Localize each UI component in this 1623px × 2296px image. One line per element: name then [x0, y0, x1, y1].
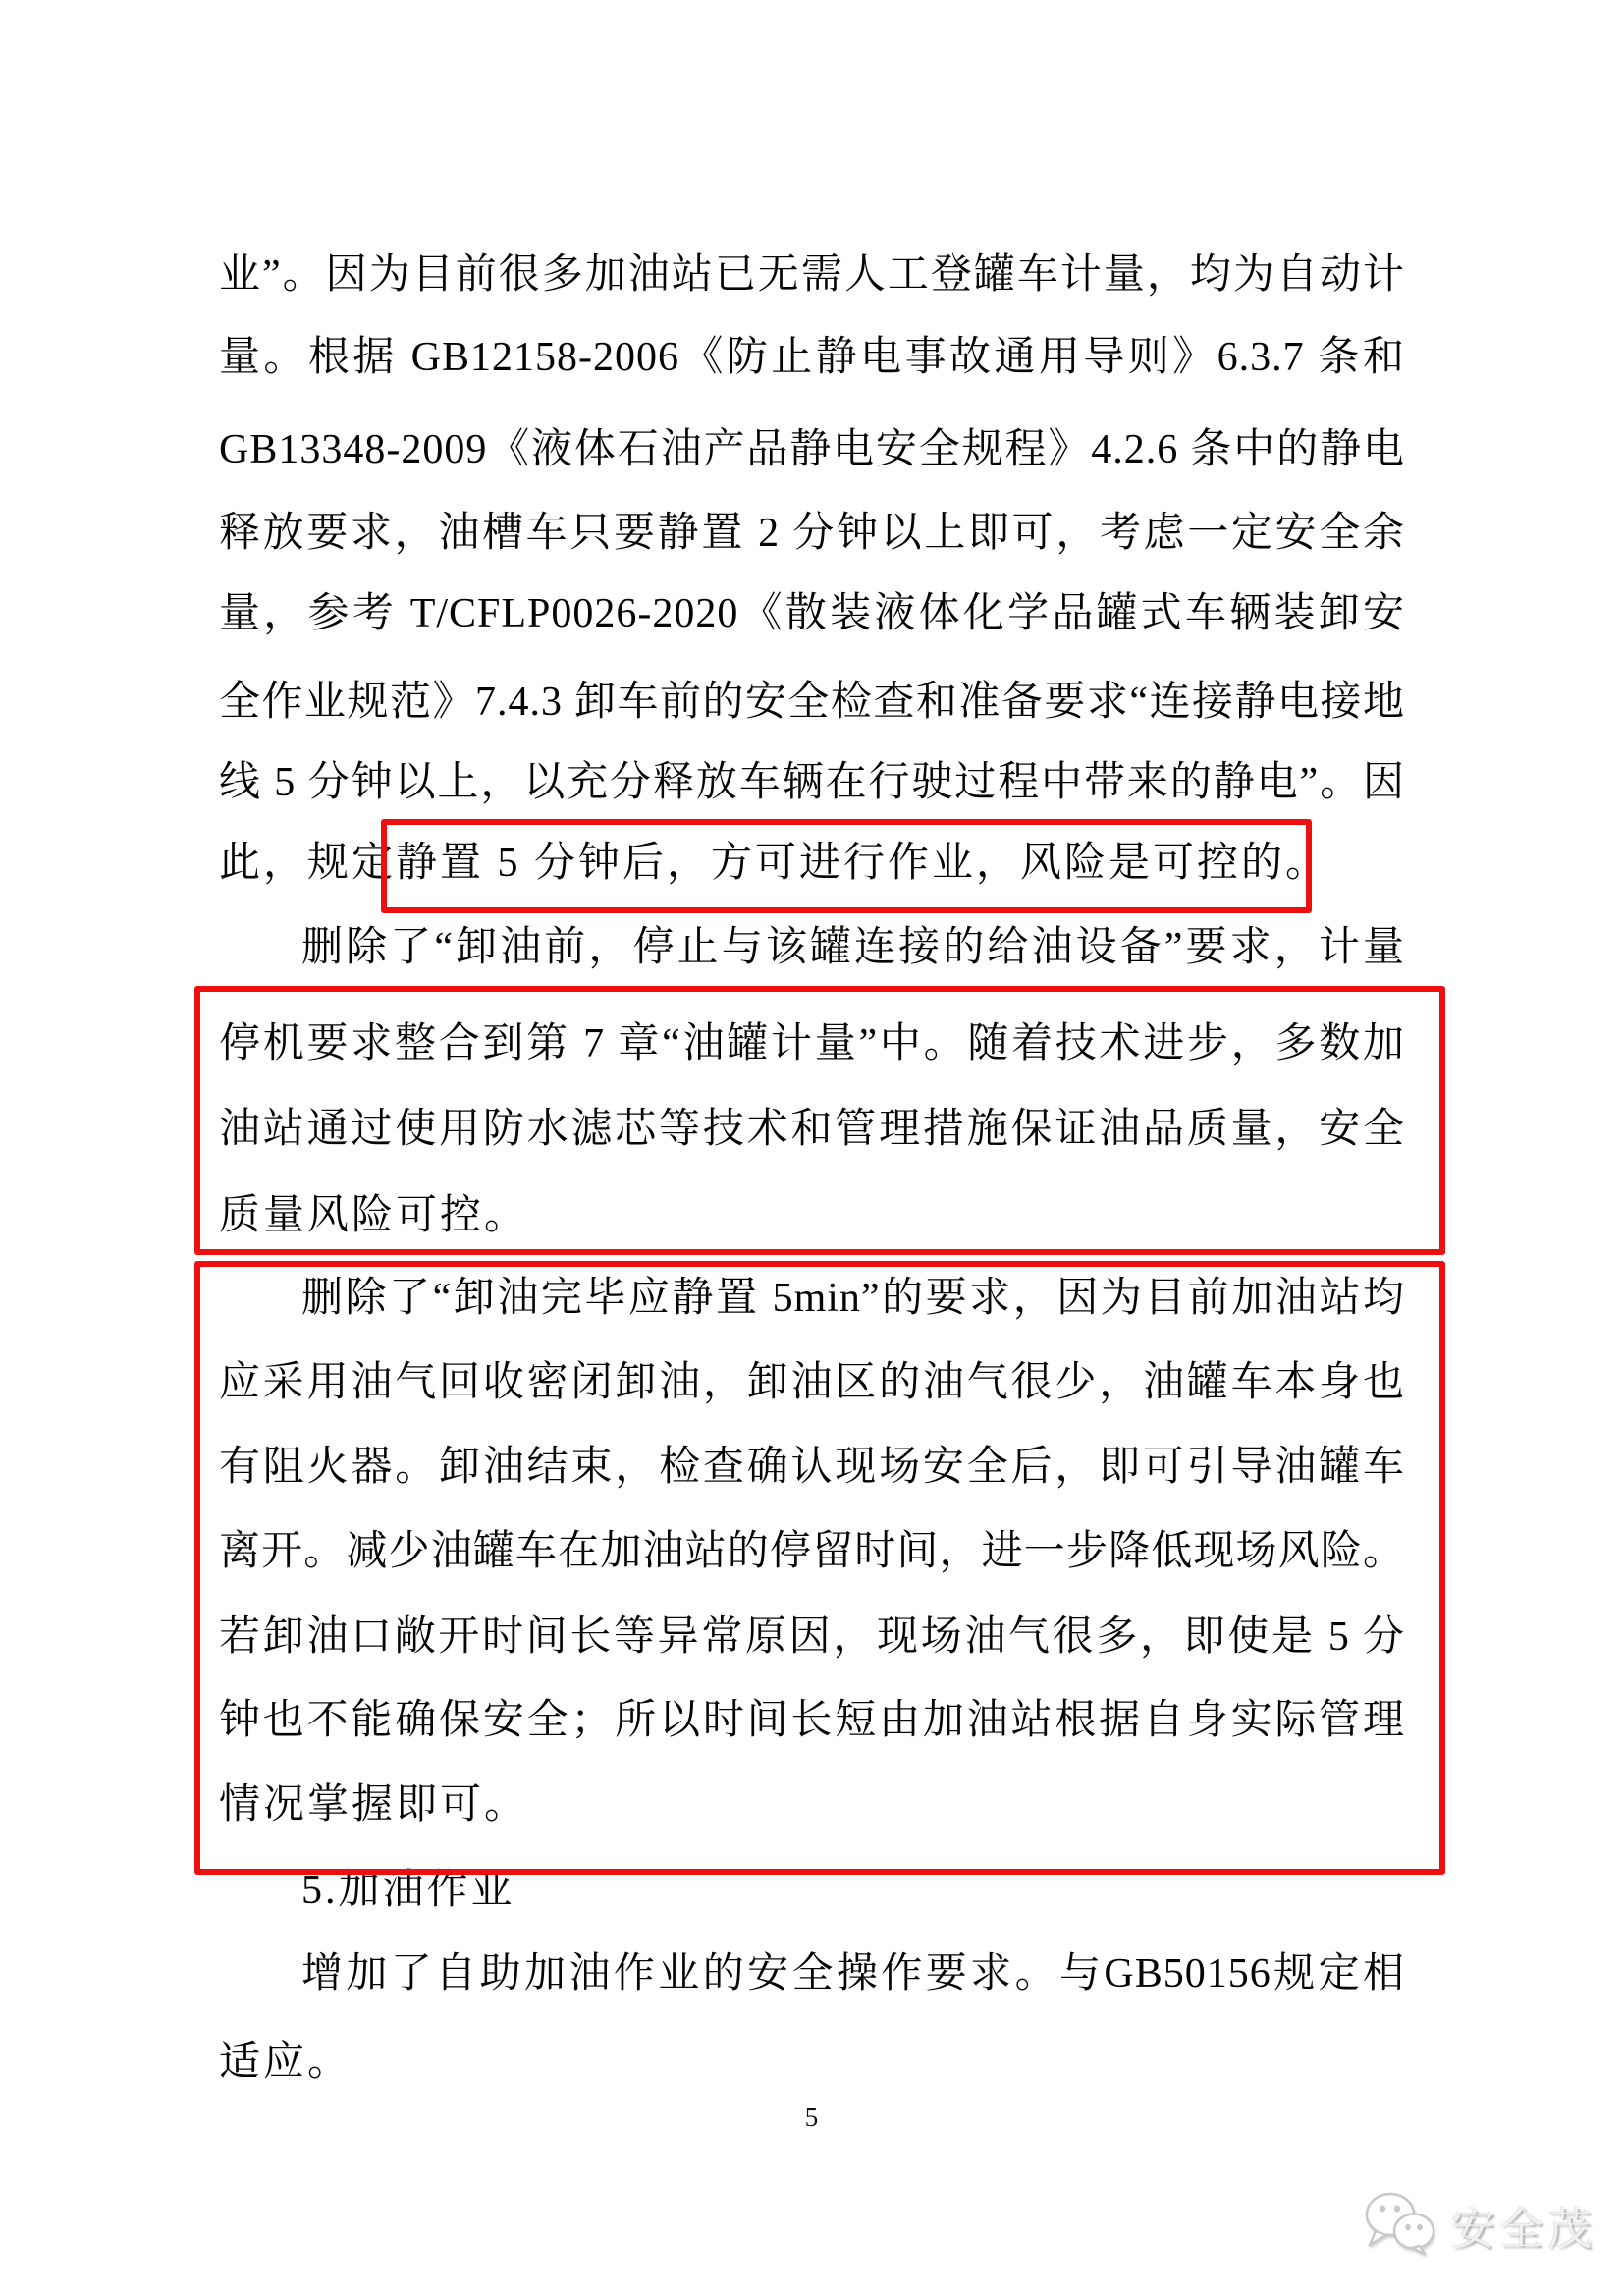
text-line: 有阻火器。卸油结束，检查确认现场安全后，即可引导油罐车 [219, 1445, 1405, 1490]
section-heading: 5.加油作业 [301, 1868, 515, 1913]
text-line: 全作业规范》7.4.3 卸车前的安全检查和准备要求“连接静电接地 [219, 680, 1405, 725]
watermark [1363, 2190, 1596, 2259]
text-line-highlighted: 此，规定静置 5 分钟后，方可进行作业，风险是可控的。 [219, 841, 1330, 886]
wechat-icon [1363, 2190, 1441, 2260]
text-line: 删除了“卸油前，停止与该罐连接的给油设备”要求，计量 [301, 925, 1405, 970]
text-line: 增加了自助加油作业的安全操作要求。与GB50156规定相 [301, 1951, 1405, 1996]
text-line: 释放要求，油槽车只要静置 2 分钟以上即可，考虑一定安全余 [219, 511, 1405, 556]
text-line: 删除了“卸油完毕应静置 5min”的要求，因为目前加油站均 [301, 1276, 1405, 1321]
text-line: 离开。减少油罐车在加油站的停留时间，进一步降低现场风险。 [219, 1529, 1405, 1574]
text-line: 量，参考 T/CFLP0026-2020《散装液体化学品罐式车辆装卸安 [219, 591, 1405, 636]
watermark-brand-text: 安全茂 [1450, 2203, 1596, 2254]
text-line: 停机要求整合到第 7 章“油罐计量”中。随着技术进步，多数加 [219, 1021, 1405, 1066]
text-line: GB13348-2009《液体石油产品静电安全规程》4.2.6 条中的静电 [219, 427, 1405, 472]
text-line: 若卸油口敞开时间长等异常原因，现场油气很多，即使是 5 分 [219, 1614, 1405, 1660]
text-line: 适应。 [219, 2040, 352, 2085]
text-line: 钟也不能确保安全；所以时间长短由加油站根据自身实际管理 [219, 1698, 1405, 1743]
text-line: 质量风险可控。 [219, 1193, 529, 1238]
text-line: 油站通过使用防水滤芯等技术和管理措施保证油品质量，安全 [219, 1107, 1405, 1152]
text-line: 量。根据 GB12158-2006《防止静电事故通用导则》6.3.7 条和 [219, 335, 1405, 380]
text-line: 业”。因为目前很多加油站已无需人工登罐车计量，均为自动计 [219, 252, 1405, 298]
text-line: 情况掌握即可。 [219, 1782, 529, 1828]
text-line: 应采用油气回收密闭卸油，卸油区的油气很少，油罐车本身也 [219, 1360, 1405, 1405]
text-line: 线 5 分钟以上，以充分释放车辆在行驶过程中带来的静电”。因 [219, 760, 1405, 805]
page-number: 5 [804, 2103, 819, 2132]
